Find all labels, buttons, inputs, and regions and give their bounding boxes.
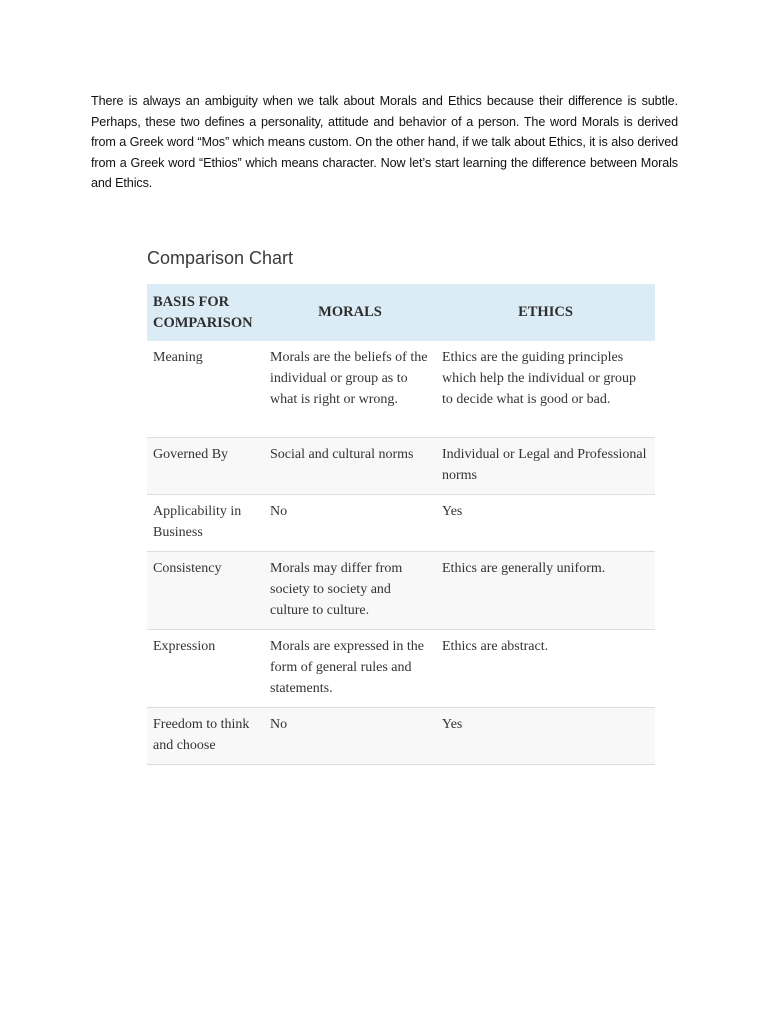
cell-basis: Consistency bbox=[147, 552, 264, 630]
cell-ethics: Ethics are the guiding principles which help the individual or group to decide what is good or bad. bbox=[436, 341, 655, 438]
comparison-table bbox=[147, 284, 655, 765]
table-row bbox=[147, 438, 655, 495]
cell-morals: Morals may differ from society to society and culture to culture. bbox=[264, 552, 436, 630]
cell-morals: No bbox=[264, 495, 436, 552]
cell-morals: No bbox=[264, 708, 436, 765]
cell-basis: Expression bbox=[147, 630, 264, 708]
cell-morals: Morals are expressed in the form of general rules and statements. bbox=[264, 630, 436, 708]
cell-basis: Meaning bbox=[147, 341, 264, 438]
cell-ethics: Ethics are generally uniform. bbox=[436, 552, 655, 630]
cell-morals: Morals are the beliefs of the individual or group as to what is right or wrong. bbox=[264, 341, 436, 438]
table-header-row bbox=[147, 284, 655, 341]
table-row bbox=[147, 495, 655, 552]
table-row bbox=[147, 552, 655, 630]
cell-ethics: Yes bbox=[436, 495, 655, 552]
cell-ethics: Yes bbox=[436, 708, 655, 765]
intro-paragraph: There is always an ambiguity when we talk about Morals and Ethics because their difference is subtle. Perhaps, these two defines a personality, attitude and behavior of a person. The word Morals is derived from a Greek word “Mos” which means custom. On the other hand, if we talk about Ethics, it is also derived from a Greek word “Ethios” which means character. Now let’s start learning the difference between Morals and Ethics. bbox=[91, 94, 678, 191]
comparison-chart-title: Comparison Chart bbox=[147, 248, 294, 268]
cell-ethics: Ethics are abstract. bbox=[436, 630, 655, 708]
cell-morals: Social and cultural norms bbox=[264, 438, 436, 495]
table-row bbox=[147, 341, 655, 438]
header-basis: BASIS FOR COMPARISON bbox=[147, 284, 264, 341]
header-ethics: ETHICS bbox=[436, 284, 655, 341]
header-morals: MORALS bbox=[264, 284, 436, 341]
cell-basis: Governed By bbox=[147, 438, 264, 495]
table-row bbox=[147, 630, 655, 708]
cell-basis: Freedom to think and choose bbox=[147, 708, 264, 765]
cell-basis: Applicability in Business bbox=[147, 495, 264, 552]
table-row bbox=[147, 708, 655, 765]
cell-ethics: Individual or Legal and Professional norms bbox=[436, 438, 655, 495]
